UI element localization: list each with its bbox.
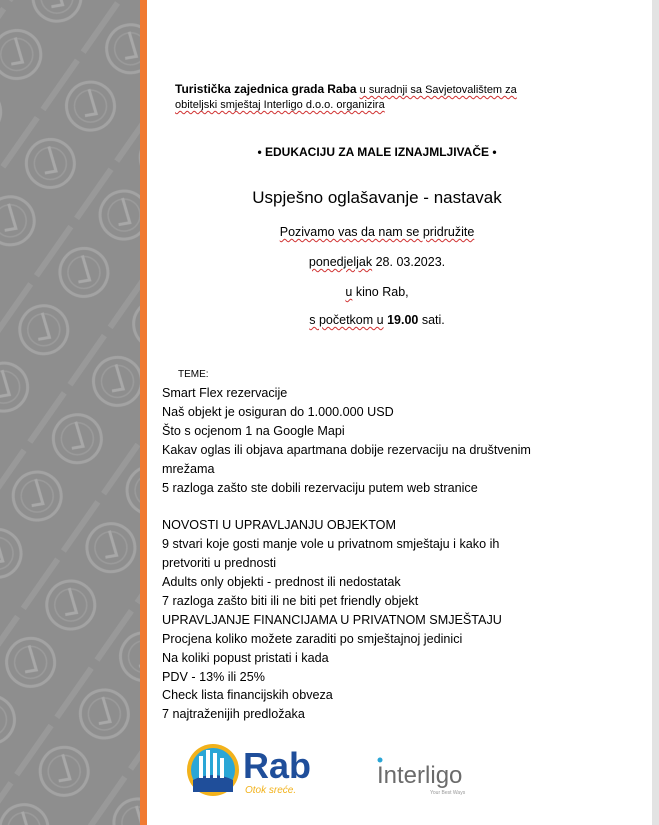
topic-line: Na koliki popust pristati i kada (162, 650, 329, 665)
topic-line: 5 razloga zašto ste dobili rezervaciju putem web stranice (162, 480, 478, 495)
interligo-logo (375, 750, 485, 800)
event-date: ponedjeljak 28. 03.2023. (308, 255, 446, 269)
topic-line: UPRAVLJANJE FINANCIJAMA U PRIVATNOM SMJEŠTAJU (162, 612, 502, 627)
topic-line: Smart Flex rezervacije (162, 386, 288, 400)
invite-text: Pozivamo vas da nam se pridružite (279, 225, 475, 239)
topic-line: Naš objekt je osiguran do 1.000.000 USD (162, 404, 394, 419)
topic-line: Check lista financijskih obveza (162, 688, 333, 703)
topic-line: pretvoriti u prednosti (162, 556, 277, 571)
org-city: Raba (327, 82, 357, 96)
interligo-logo-tagline: Your Best Ways (430, 790, 466, 796)
topic-line: Procjena koliko možete zaraditi po smještajnoj jedinici (162, 631, 463, 646)
topic-line: 9 stvari koje gosti manje vole u privatnom smještaju i kako ih (162, 537, 500, 552)
certification-watermark-pattern (0, 0, 140, 825)
header-line-2: obiteljski smještaj Interligo d.o.o. organizira (175, 99, 385, 111)
rab-logo-name: Rab (243, 745, 312, 786)
topic-line: Što s ocjenom 1 na Google Mapi (162, 423, 345, 438)
topic-line: Kakav oglas ili objava apartmana dobije rezervaciju na društvenim (162, 442, 531, 457)
event-place: u kino Rab, (345, 285, 409, 299)
topic-line: Adults only objekti - prednost ili nedostatak (162, 575, 401, 589)
org-name: Turistička zajednica grada (175, 82, 325, 96)
header-line-1 (175, 82, 517, 96)
topic-line: 7 najtraženijih predložaka (162, 707, 305, 722)
event-title: Uspješno oglašavanje - nastavak (252, 188, 502, 207)
page-edge-shadow (652, 0, 659, 825)
interligo-logo-name: Interligo (377, 762, 463, 789)
event-type: • EDUKACIJU ZA MALE IZNAJMLJIVAČE • (257, 145, 497, 159)
certification-sidebar (0, 0, 140, 825)
topic-line: 7 razloga zašto biti ili ne biti pet friendly objekt (162, 593, 419, 608)
header-line-1-rest: u suradnji sa Savjetovalištem za (359, 84, 517, 96)
rab-logo-tagline: Otok sreće. (245, 785, 297, 796)
topics-label: TEME: (178, 369, 209, 380)
orange-accent-bar (140, 0, 147, 825)
event-time: s početkom u 19.00 sati. (309, 313, 445, 327)
topic-line: mrežama (162, 461, 215, 476)
topic-line: NOVOSTI U UPRAVLJANJU OBJEKTOM (162, 518, 396, 533)
topic-line: PDV - 13% ili 25% (162, 669, 265, 684)
rab-logo (185, 740, 335, 800)
